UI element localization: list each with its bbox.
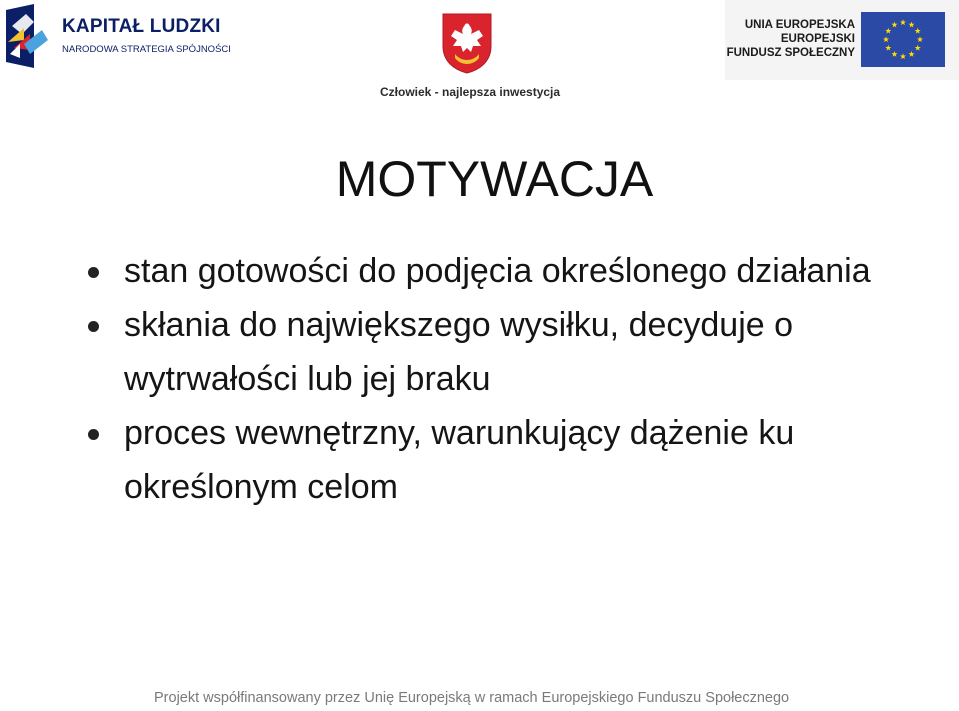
eu-line-3: FUNDUSZ SPOŁECZNY: [726, 47, 855, 59]
eu-logo-text: [727, 18, 855, 60]
kapital-ludzki-subtitle: NARODOWA STRATEGIA SPÓJNOŚCI: [62, 44, 231, 55]
bullet-item: [80, 298, 910, 406]
eu-line-1: UNIA EUROPEJSKA: [744, 19, 855, 31]
bullet-dot-icon: [88, 429, 99, 440]
bullet-dot-icon: [88, 321, 99, 332]
eu-logo: [725, 0, 959, 80]
bullet-dot-icon: [88, 267, 99, 278]
eu-flag-icon: [861, 12, 945, 67]
tagline: Człowiek - najlepsza inwestycja: [380, 85, 561, 99]
bullet-list: [80, 244, 910, 514]
bullet-text: stan gotowości do podjęcia określonego działania: [124, 252, 871, 290]
footer-text: Projekt współfinansowany przez Unię Europejską w ramach Europejskiego Funduszu Społecznego: [154, 690, 790, 706]
kapital-ludzki-logo: [4, 4, 231, 68]
bullet-text: proces wewnętrzny, warunkujący dążenie ku określonym celom: [124, 414, 795, 506]
kapital-ludzki-title: KAPITAŁ LUDZKI: [62, 16, 221, 37]
kapital-ludzki-logo-icon: [4, 4, 50, 68]
bullet-item: [80, 406, 910, 514]
eu-line-2: EUROPEJSKI: [780, 33, 855, 45]
bullet-item: [80, 244, 910, 298]
slide-title: MOTYWACJA: [335, 151, 654, 207]
voivodeship-coat-of-arms-icon: [441, 12, 493, 74]
bullet-text: skłania do największego wysiłku, decyduje o wytrwałości lub jej braku: [124, 306, 794, 398]
